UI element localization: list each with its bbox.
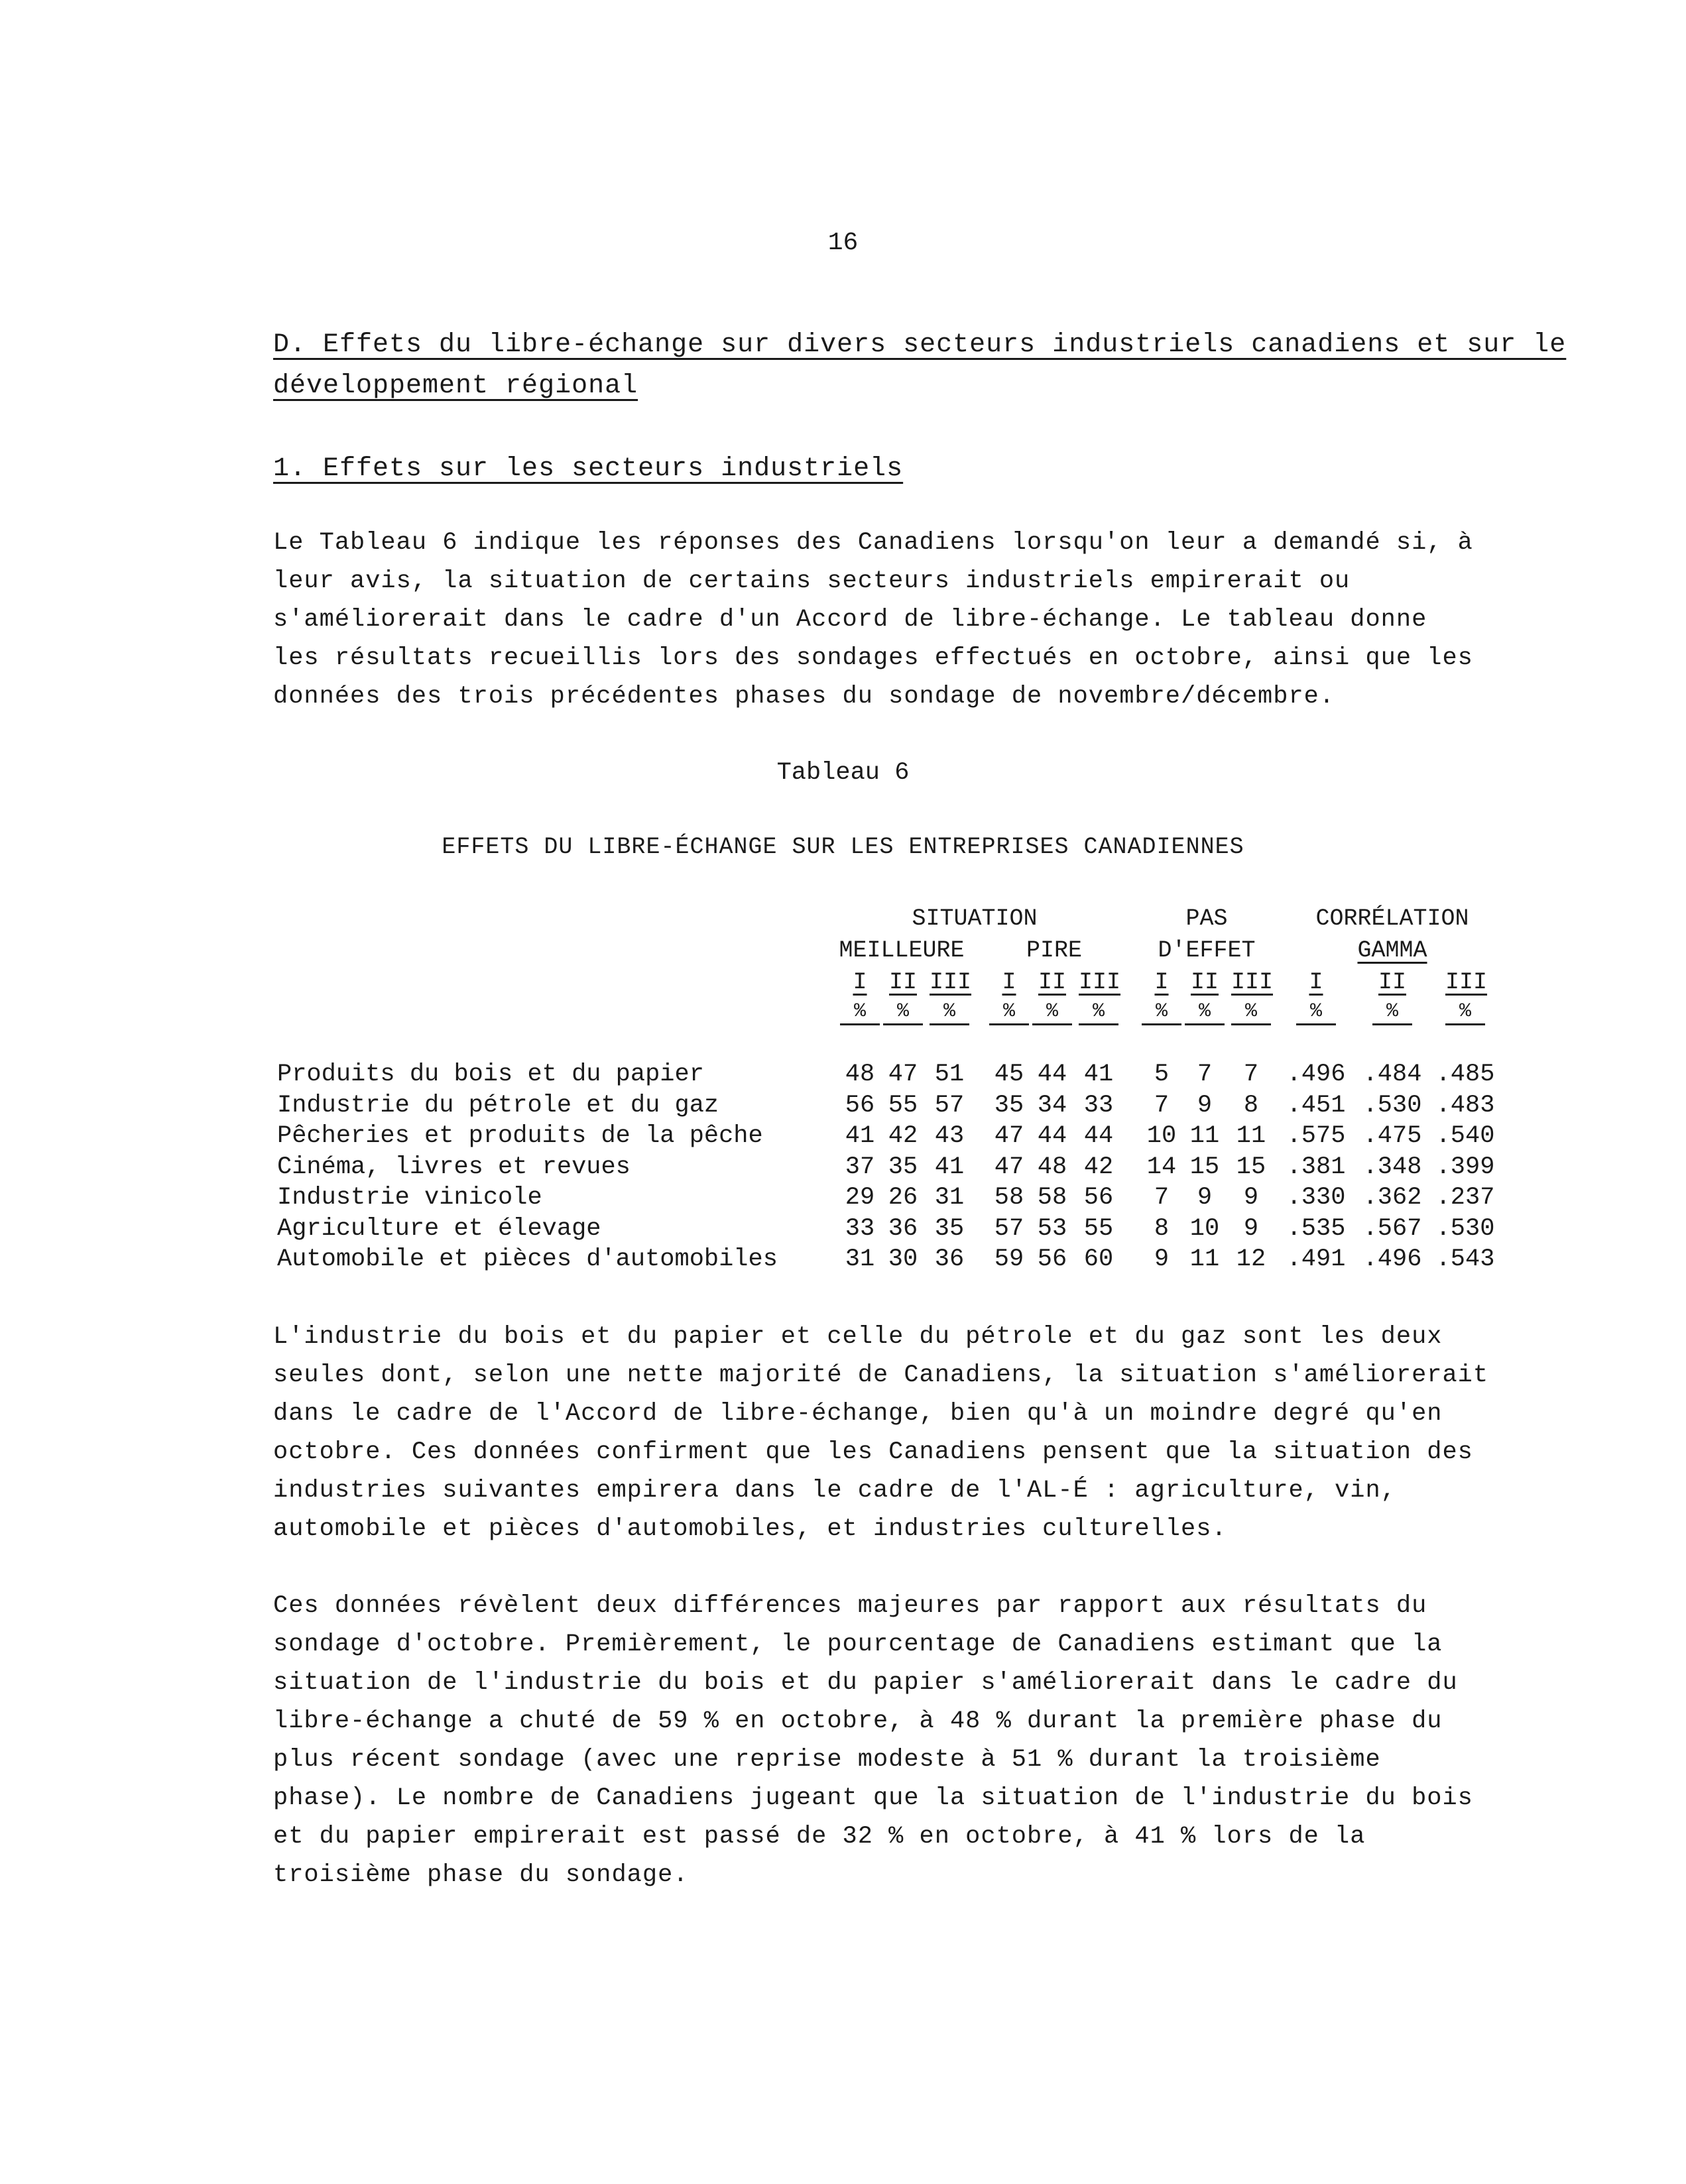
cell-meilleure: 41 <box>845 1122 875 1150</box>
cell-gamma: .475 <box>1362 1122 1422 1150</box>
percent-header: % <box>1185 1000 1225 1025</box>
percent-header: % <box>1142 1000 1181 1025</box>
phase-header-pas_effet: III <box>1231 969 1274 996</box>
percent-header: % <box>1445 1000 1485 1025</box>
phase-header-gamma: III <box>1445 969 1488 996</box>
cell-gamma: .484 <box>1362 1061 1422 1088</box>
cell-pas-effet: 7 <box>1197 1061 1213 1088</box>
cell-pire: 44 <box>1083 1122 1114 1150</box>
percent-header: % <box>1032 1000 1072 1025</box>
table-label: Tableau 6 <box>776 759 910 787</box>
cell-pas-effet: 14 <box>1146 1153 1177 1181</box>
cell-gamma: .567 <box>1362 1214 1422 1243</box>
cell-gamma: .496 <box>1362 1245 1422 1273</box>
paragraph-3 <box>273 1587 1486 1894</box>
cell-pas-effet: 10 <box>1189 1214 1220 1243</box>
paragraph-line: s'améliorerait dans le cadre d'un Accord de libre-échange. Le tableau donne <box>273 606 1427 634</box>
cell-gamma: .348 <box>1362 1153 1422 1181</box>
paragraph-line: Le Tableau 6 indique les réponses des Canadiens lorsqu'on leur a demandé si, à <box>273 529 1473 557</box>
cell-meilleure: 36 <box>888 1214 918 1243</box>
cell-gamma: .381 <box>1286 1153 1346 1181</box>
cell-meilleure: 31 <box>845 1245 875 1273</box>
cell-meilleure: 36 <box>934 1245 965 1273</box>
percent-header: % <box>1372 1000 1412 1025</box>
cell-pire: 42 <box>1083 1153 1114 1181</box>
cell-pire: 47 <box>994 1153 1024 1181</box>
cell-meilleure: 26 <box>888 1184 918 1212</box>
cell-gamma: .491 <box>1286 1245 1346 1273</box>
cell-pas-effet: 10 <box>1146 1122 1177 1150</box>
cell-meilleure: 51 <box>934 1061 965 1088</box>
cell-pas-effet: 9 <box>1243 1184 1259 1212</box>
cell-gamma: .530 <box>1362 1091 1422 1120</box>
phase-header-meilleure: III <box>930 969 972 996</box>
cell-pire: 44 <box>1037 1122 1067 1150</box>
header-correlation: CORRÉLATION <box>1315 905 1469 932</box>
paragraph-line: situation de l'industrie du bois et du papier s'améliorerait dans le cadre du <box>273 1669 1458 1697</box>
paragraph-line: données des trois précédentes phases du sondage de novembre/décembre. <box>273 683 1335 711</box>
paragraph-line: L'industrie du bois et du papier et celle du pétrole et du gaz sont les deux <box>273 1323 1443 1351</box>
paragraph-line: libre-échange a chuté de 59 % en octobre, à 48 % durant la première phase du <box>273 1707 1443 1735</box>
cell-meilleure: 42 <box>888 1122 918 1150</box>
cell-gamma: .237 <box>1435 1184 1495 1212</box>
subsection-heading <box>273 449 903 490</box>
cell-pas-effet: 5 <box>1154 1061 1170 1088</box>
cell-pire: 48 <box>1037 1153 1067 1181</box>
cell-pire: 47 <box>994 1122 1024 1150</box>
header-pire: PIRE <box>1026 937 1082 964</box>
header-situation: SITUATION <box>912 905 1038 932</box>
cell-meilleure: 29 <box>845 1184 875 1212</box>
cell-pire: 44 <box>1037 1061 1067 1088</box>
cell-pire: 34 <box>1037 1091 1067 1120</box>
cell-gamma: .535 <box>1286 1214 1346 1243</box>
header-d-effet: D'EFFET <box>1158 937 1256 964</box>
section-heading-line1: D. Effets du libre-échange sur divers secteurs industriels canadiens et sur le <box>273 330 1567 360</box>
cell-pire: 58 <box>994 1184 1024 1212</box>
paragraph-line: dans le cadre de l'Accord de libre-échange, bien qu'à un moindre degré qu'en <box>273 1400 1443 1428</box>
paragraph-line: troisième phase du sondage. <box>273 1861 689 1889</box>
cell-pas-effet: 12 <box>1236 1245 1266 1273</box>
cell-pas-effet: 8 <box>1154 1214 1170 1243</box>
cell-pas-effet: 11 <box>1189 1122 1220 1150</box>
table-title: EFFETS DU LIBRE-ÉCHANGE SUR LES ENTREPRISES CANADIENNES <box>442 834 1244 860</box>
header-pas: PAS <box>1185 905 1228 932</box>
cell-gamma: .451 <box>1286 1091 1346 1120</box>
phase-header-pas_effet: II <box>1190 969 1219 996</box>
cell-meilleure: 57 <box>934 1091 965 1120</box>
cell-gamma: .540 <box>1435 1122 1495 1150</box>
cell-pire: 53 <box>1037 1214 1067 1243</box>
percent-header: % <box>989 1000 1029 1025</box>
cell-meilleure: 47 <box>888 1061 918 1088</box>
cell-pire: 56 <box>1037 1245 1067 1273</box>
paragraph-line: automobile et pièces d'automobiles, et industries culturelles. <box>273 1515 1227 1543</box>
paragraph-line: et du papier empirerait est passé de 32 % en octobre, à 41 % lors de la <box>273 1823 1366 1851</box>
row-label: Cinéma, livres et revues <box>277 1153 631 1181</box>
subsection-heading-text: 1. Effets sur les secteurs industriels <box>273 454 904 484</box>
percent-header: % <box>883 1000 923 1025</box>
phase-header-gamma: I <box>1309 969 1323 996</box>
cell-gamma: .330 <box>1286 1184 1346 1212</box>
cell-pire: 45 <box>994 1061 1024 1088</box>
cell-pas-effet: 7 <box>1154 1091 1170 1120</box>
row-label: Industrie vinicole <box>277 1184 542 1212</box>
intro-paragraph <box>273 524 1486 716</box>
phase-header-pire: I <box>1002 969 1016 996</box>
paragraph-line: industries suivantes empirera dans le cadre de l'AL-É : agriculture, vin, <box>273 1477 1396 1505</box>
row-label: Agriculture et élevage <box>277 1214 601 1243</box>
cell-pire: 55 <box>1083 1214 1114 1243</box>
cell-pas-effet: 8 <box>1243 1091 1259 1120</box>
cell-pire: 35 <box>994 1091 1024 1120</box>
cell-meilleure: 43 <box>934 1122 965 1150</box>
paragraph-line: leur avis, la situation de certains secteurs industriels empirerait ou <box>273 567 1351 595</box>
cell-gamma: .399 <box>1435 1153 1495 1181</box>
cell-pire: 60 <box>1083 1245 1114 1273</box>
cell-pas-effet: 11 <box>1236 1122 1266 1150</box>
percent-header: % <box>930 1000 969 1025</box>
cell-pire: 58 <box>1037 1184 1067 1212</box>
percent-header: % <box>1079 1000 1118 1025</box>
phase-header-meilleure: I <box>853 969 867 996</box>
cell-pas-effet: 9 <box>1243 1214 1259 1243</box>
cell-pas-effet: 11 <box>1189 1245 1220 1273</box>
paragraph-line: Ces données révèlent deux différences majeures par rapport aux résultats du <box>273 1592 1427 1620</box>
paragraph-line: octobre. Ces données confirment que les Canadiens pensent que la situation des <box>273 1438 1473 1466</box>
paragraph-line: sondage d'octobre. Premièrement, le pourcentage de Canadiens estimant que la <box>273 1631 1443 1658</box>
cell-pas-effet: 9 <box>1154 1245 1170 1273</box>
cell-pas-effet: 7 <box>1154 1184 1170 1212</box>
cell-meilleure: 33 <box>845 1214 875 1243</box>
cell-pas-effet: 7 <box>1243 1061 1259 1088</box>
row-label: Industrie du pétrole et du gaz <box>277 1091 719 1120</box>
header-gamma: GAMMA <box>1357 937 1427 964</box>
cell-pire: 59 <box>994 1245 1024 1273</box>
cell-pire: 56 <box>1083 1184 1114 1212</box>
page-number: 16 <box>827 229 859 257</box>
phase-header-pas_effet: I <box>1154 969 1169 996</box>
cell-gamma: .483 <box>1435 1091 1495 1120</box>
cell-gamma: .362 <box>1362 1184 1422 1212</box>
row-label: Pêcheries et produits de la pêche <box>277 1122 763 1150</box>
cell-meilleure: 48 <box>845 1061 875 1088</box>
phase-header-meilleure: II <box>888 969 917 996</box>
cell-gamma: .575 <box>1286 1122 1346 1150</box>
paragraph-line: plus récent sondage (avec une reprise modeste à 51 % durant la troisième <box>273 1746 1381 1774</box>
cell-meilleure: 37 <box>845 1153 875 1181</box>
percent-header: % <box>1296 1000 1336 1025</box>
cell-meilleure: 56 <box>845 1091 875 1120</box>
phase-header-pire: II <box>1038 969 1066 996</box>
phase-header-pire: III <box>1079 969 1121 996</box>
cell-gamma: .530 <box>1435 1214 1495 1243</box>
section-heading-line2: développement régional <box>273 371 638 401</box>
cell-pas-effet: 15 <box>1236 1153 1266 1181</box>
paragraph-line: les résultats recueillis lors des sondages effectués en octobre, ainsi que les <box>273 644 1473 672</box>
cell-pire: 33 <box>1083 1091 1114 1120</box>
cell-gamma: .496 <box>1286 1061 1346 1088</box>
cell-pire: 57 <box>994 1214 1024 1243</box>
cell-pas-effet: 9 <box>1197 1091 1213 1120</box>
phase-header-gamma: II <box>1378 969 1406 996</box>
paragraph-2 <box>273 1318 1489 1548</box>
paragraph-line: phase). Le nombre de Canadiens jugeant que la situation de l'industrie du bois <box>273 1784 1473 1812</box>
cell-meilleure: 31 <box>934 1184 965 1212</box>
cell-meilleure: 35 <box>934 1214 965 1243</box>
cell-pas-effet: 9 <box>1197 1184 1213 1212</box>
cell-gamma: .485 <box>1435 1061 1495 1088</box>
cell-meilleure: 55 <box>888 1091 918 1120</box>
section-heading <box>273 325 1566 407</box>
cell-meilleure: 41 <box>934 1153 965 1181</box>
percent-header: % <box>840 1000 880 1025</box>
cell-pire: 41 <box>1083 1061 1114 1088</box>
cell-pas-effet: 15 <box>1189 1153 1220 1181</box>
header-meilleure: MEILLEURE <box>839 937 965 964</box>
cell-meilleure: 35 <box>888 1153 918 1181</box>
percent-header: % <box>1231 1000 1271 1025</box>
row-label: Automobile et pièces d'automobiles <box>277 1245 778 1273</box>
paragraph-line: seules dont, selon une nette majorité de Canadiens, la situation s'améliorerait <box>273 1361 1489 1389</box>
cell-meilleure: 30 <box>888 1245 918 1273</box>
cell-gamma: .543 <box>1435 1245 1495 1273</box>
row-label: Produits du bois et du papier <box>277 1061 704 1088</box>
